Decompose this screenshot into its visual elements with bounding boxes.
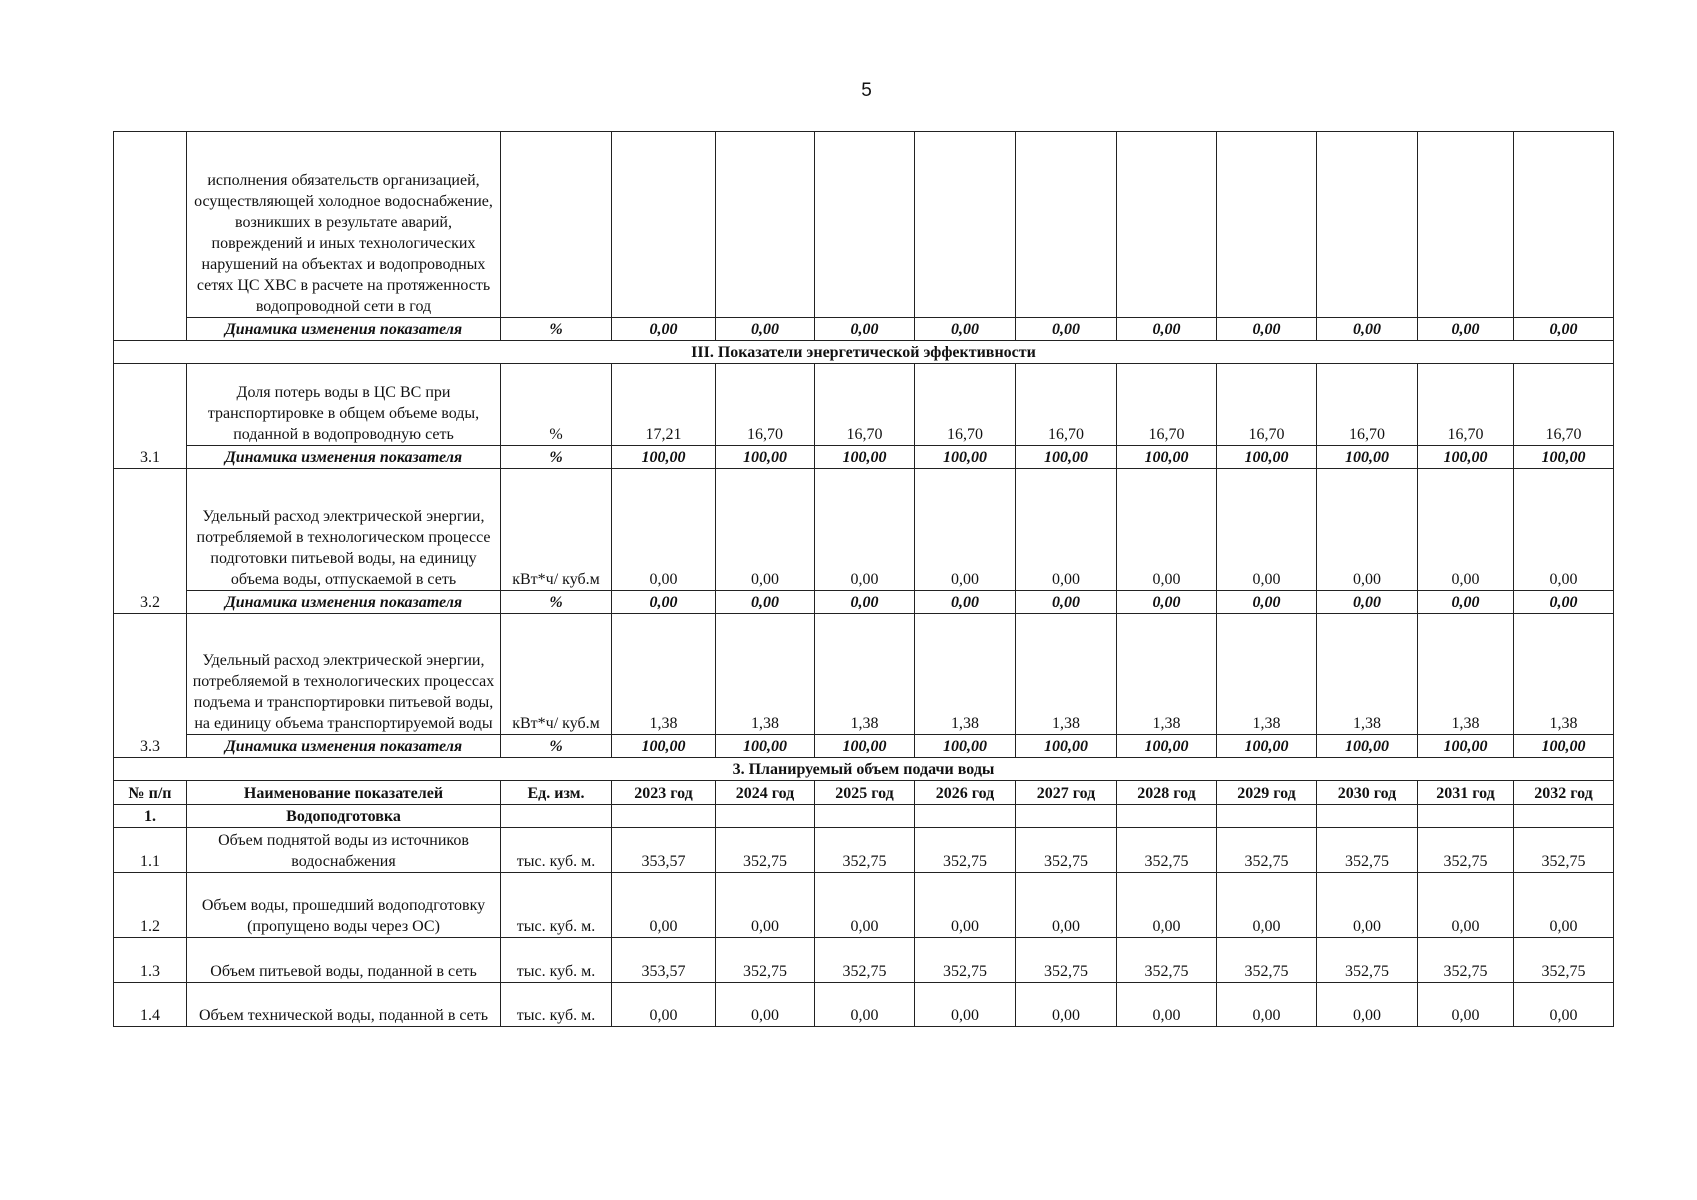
header-name: Наименование показателей — [187, 781, 501, 804]
unit: тыс. куб. м. — [501, 982, 612, 1026]
value-cell: 352,75 — [1418, 827, 1514, 872]
value-cell: 16,70 — [716, 363, 815, 445]
value-cell: 1,38 — [1117, 613, 1217, 734]
value-cell: 16,70 — [1016, 363, 1117, 445]
dynamics-value: 100,00 — [1217, 734, 1317, 757]
indicators-table — [113, 131, 1614, 1027]
row-number: 3.2 — [114, 469, 187, 613]
empty-cell — [1418, 132, 1514, 318]
header-year: 2029 год — [1217, 781, 1317, 804]
dynamics-value: 100,00 — [1514, 734, 1614, 757]
value-cell: 352,75 — [1217, 938, 1317, 982]
empty-cell — [815, 132, 915, 318]
header-year: 2025 год — [815, 781, 915, 804]
dynamics-label: Динамика изменения показателя — [187, 446, 501, 469]
value-cell: 352,75 — [1317, 827, 1418, 872]
volume-row — [114, 982, 1614, 1026]
dynamics-value: 100,00 — [1016, 446, 1117, 469]
value-cell: 0,00 — [716, 873, 815, 938]
dynamics-value: 100,00 — [1016, 734, 1117, 757]
value-cell: 352,75 — [1016, 827, 1117, 872]
dynamics-value: 100,00 — [1117, 734, 1217, 757]
unit: кВт*ч/ куб.м — [501, 469, 612, 590]
dynamics-value: 100,00 — [1317, 734, 1418, 757]
indicator-name: Удельный расход электрической энергии, потребляемой в технологическом процессе подготовки питьевой воды, на единицу объема воды, отпускаемой в сеть — [187, 469, 501, 590]
indicator-name: Объем поднятой воды из источников водоснабжения — [187, 827, 501, 872]
header-year: 2027 год — [1016, 781, 1117, 804]
dynamics-value: 0,00 — [1514, 317, 1614, 340]
value-cell: 0,00 — [915, 469, 1016, 590]
value-cell: 353,57 — [612, 827, 716, 872]
row-number: 1.1 — [114, 827, 187, 872]
indicator-row — [114, 469, 1614, 590]
empty-cell — [1016, 804, 1117, 827]
value-cell: 0,00 — [612, 469, 716, 590]
dynamics-value: 0,00 — [1117, 590, 1217, 613]
indicator-name: Объем технической воды, поданной в сеть — [187, 982, 501, 1026]
dynamics-value: 0,00 — [1317, 317, 1418, 340]
dynamics-value: 0,00 — [915, 590, 1016, 613]
dynamics-row — [114, 317, 1614, 340]
unit: тыс. куб. м. — [501, 938, 612, 982]
section-row — [114, 340, 1614, 363]
empty-cell — [612, 132, 716, 318]
dynamics-value: 100,00 — [915, 734, 1016, 757]
value-cell: 352,75 — [915, 938, 1016, 982]
indicator-row — [114, 363, 1614, 445]
volume-row — [114, 873, 1614, 938]
unit: % — [501, 363, 612, 445]
dynamics-value: 0,00 — [1117, 317, 1217, 340]
indicator-name: Объем питьевой воды, поданной в сеть — [187, 938, 501, 982]
header-year: 2032 год — [1514, 781, 1614, 804]
indicator-row — [114, 613, 1614, 734]
dynamics-unit: % — [501, 446, 612, 469]
value-cell: 16,70 — [815, 363, 915, 445]
dynamics-value: 0,00 — [815, 317, 915, 340]
value-cell: 0,00 — [1217, 982, 1317, 1026]
continued-indicator-row — [114, 132, 1614, 318]
row-number: 3.3 — [114, 613, 187, 757]
value-cell: 0,00 — [1217, 469, 1317, 590]
dynamics-value: 100,00 — [716, 734, 815, 757]
dynamics-value: 0,00 — [612, 317, 716, 340]
empty-cell — [501, 132, 612, 318]
value-cell: 0,00 — [1514, 469, 1614, 590]
dynamics-value: 0,00 — [1418, 590, 1514, 613]
header-year: 2026 год — [915, 781, 1016, 804]
unit: тыс. куб. м. — [501, 873, 612, 938]
group-row — [114, 804, 1614, 827]
dynamics-label: Динамика изменения показателя — [187, 590, 501, 613]
section-row — [114, 758, 1614, 781]
value-cell: 0,00 — [915, 982, 1016, 1026]
value-cell: 16,70 — [1418, 363, 1514, 445]
dynamics-value: 100,00 — [1514, 446, 1614, 469]
value-cell: 352,75 — [1514, 827, 1614, 872]
dynamics-value: 100,00 — [716, 446, 815, 469]
unit: кВт*ч/ куб.м — [501, 613, 612, 734]
value-cell: 352,75 — [915, 827, 1016, 872]
value-cell: 352,75 — [815, 827, 915, 872]
value-cell: 1,38 — [915, 613, 1016, 734]
value-cell: 352,75 — [1514, 938, 1614, 982]
value-cell: 0,00 — [1418, 469, 1514, 590]
value-cell: 352,75 — [1317, 938, 1418, 982]
dynamics-value: 100,00 — [1317, 446, 1418, 469]
dynamics-value: 0,00 — [1016, 590, 1117, 613]
header-num: № п/п — [114, 781, 187, 804]
dynamics-value: 100,00 — [815, 734, 915, 757]
value-cell: 0,00 — [1418, 982, 1514, 1026]
value-cell: 16,70 — [1217, 363, 1317, 445]
empty-cell — [915, 804, 1016, 827]
header-year: 2028 год — [1117, 781, 1217, 804]
value-cell: 1,38 — [1016, 613, 1117, 734]
empty-cell — [1117, 804, 1217, 827]
value-cell: 352,75 — [1117, 938, 1217, 982]
dynamics-value: 0,00 — [716, 317, 815, 340]
dynamics-value: 100,00 — [915, 446, 1016, 469]
row-number: 1.4 — [114, 982, 187, 1026]
dynamics-value: 0,00 — [1016, 317, 1117, 340]
dynamics-value: 0,00 — [915, 317, 1016, 340]
indicator-name: Объем воды, прошедший водоподготовку (пропущено воды через ОС) — [187, 873, 501, 938]
page-number: 5 — [861, 80, 872, 101]
empty-cell — [612, 804, 716, 827]
empty-cell — [716, 804, 815, 827]
empty-cell — [815, 804, 915, 827]
value-cell: 352,75 — [1217, 827, 1317, 872]
value-cell: 0,00 — [815, 873, 915, 938]
dynamics-value: 0,00 — [612, 590, 716, 613]
row-number: 1.2 — [114, 873, 187, 938]
dynamics-unit: % — [501, 590, 612, 613]
empty-cell — [1217, 132, 1317, 318]
header-year: 2023 год — [612, 781, 716, 804]
row-number-cell — [114, 132, 187, 341]
value-cell: 0,00 — [1117, 469, 1217, 590]
empty-cell — [716, 132, 815, 318]
value-cell: 352,75 — [716, 938, 815, 982]
dynamics-value: 100,00 — [1418, 446, 1514, 469]
dynamics-unit: % — [501, 734, 612, 757]
dynamics-value: 0,00 — [1317, 590, 1418, 613]
value-cell: 0,00 — [1117, 873, 1217, 938]
empty-cell — [1317, 804, 1418, 827]
value-cell: 0,00 — [1317, 873, 1418, 938]
row-number: 1.3 — [114, 938, 187, 982]
dynamics-row — [114, 734, 1614, 757]
value-cell: 353,57 — [612, 938, 716, 982]
value-cell: 0,00 — [612, 982, 716, 1026]
value-cell: 0,00 — [1016, 873, 1117, 938]
value-cell: 1,38 — [1217, 613, 1317, 734]
dynamics-value: 0,00 — [815, 590, 915, 613]
value-cell: 0,00 — [716, 469, 815, 590]
indicator-name: Удельный расход электрической энергии, потребляемой в технологических процессах подъема и транспортировки питьевой воды, на единицу объема транспортируемой воды — [187, 613, 501, 734]
section-title: 3. Планируемый объем подачи воды — [114, 758, 1614, 781]
dynamics-value: 0,00 — [716, 590, 815, 613]
value-cell: 0,00 — [815, 469, 915, 590]
dynamics-value: 0,00 — [1514, 590, 1614, 613]
header-year: 2024 год — [716, 781, 815, 804]
value-cell: 0,00 — [1418, 873, 1514, 938]
dynamics-label: Динамика изменения показателя — [187, 734, 501, 757]
header-year: 2030 год — [1317, 781, 1418, 804]
empty-cell — [501, 804, 612, 827]
value-cell: 0,00 — [1317, 469, 1418, 590]
value-cell: 0,00 — [1016, 469, 1117, 590]
value-cell: 16,70 — [1514, 363, 1614, 445]
dynamics-label: Динамика изменения показателя — [187, 317, 501, 340]
dynamics-value: 100,00 — [1217, 446, 1317, 469]
indicator-name: исполнения обязательств организацией, осуществляющей холодное водоснабжение, возникших в результате аварий, повреждений и иных технологических нарушений на объектах и водопроводных сетях ЦС ХВС в расчете на протяженность водопроводной сети в год — [187, 132, 501, 318]
value-cell: 16,70 — [1117, 363, 1217, 445]
value-cell: 0,00 — [716, 982, 815, 1026]
group-number: 1. — [114, 804, 187, 827]
dynamics-unit: % — [501, 317, 612, 340]
dynamics-value: 0,00 — [1217, 590, 1317, 613]
empty-cell — [915, 132, 1016, 318]
value-cell: 352,75 — [1418, 938, 1514, 982]
value-cell: 0,00 — [1016, 982, 1117, 1026]
header-row — [114, 781, 1614, 804]
value-cell: 1,38 — [1514, 613, 1614, 734]
empty-cell — [1217, 804, 1317, 827]
value-cell: 17,21 — [612, 363, 716, 445]
dynamics-value: 100,00 — [612, 734, 716, 757]
unit: тыс. куб. м. — [501, 827, 612, 872]
value-cell: 0,00 — [915, 873, 1016, 938]
empty-cell — [1418, 804, 1514, 827]
row-number: 3.1 — [114, 363, 187, 468]
dynamics-value: 100,00 — [1418, 734, 1514, 757]
value-cell: 0,00 — [1514, 873, 1614, 938]
value-cell: 0,00 — [1217, 873, 1317, 938]
dynamics-row — [114, 446, 1614, 469]
value-cell: 16,70 — [915, 363, 1016, 445]
value-cell: 1,38 — [716, 613, 815, 734]
value-cell: 0,00 — [815, 982, 915, 1026]
dynamics-value: 100,00 — [1117, 446, 1217, 469]
value-cell: 352,75 — [716, 827, 815, 872]
dynamics-row — [114, 590, 1614, 613]
value-cell: 1,38 — [815, 613, 915, 734]
header-year: 2031 год — [1418, 781, 1514, 804]
value-cell: 0,00 — [612, 873, 716, 938]
value-cell: 16,70 — [1317, 363, 1418, 445]
value-cell: 0,00 — [1514, 982, 1614, 1026]
dynamics-value: 0,00 — [1217, 317, 1317, 340]
value-cell: 0,00 — [1117, 982, 1217, 1026]
indicator-name: Доля потерь воды в ЦС ВС при транспортировке в общем объеме воды, поданной в водопроводную сеть — [187, 363, 501, 445]
value-cell: 352,75 — [815, 938, 915, 982]
empty-cell — [1117, 132, 1217, 318]
value-cell: 1,38 — [612, 613, 716, 734]
volume-row — [114, 938, 1614, 982]
volume-row — [114, 827, 1614, 872]
dynamics-value: 100,00 — [612, 446, 716, 469]
empty-cell — [1317, 132, 1418, 318]
section-title: III. Показатели энергетической эффективности — [114, 340, 1614, 363]
empty-cell — [1016, 132, 1117, 318]
dynamics-value: 100,00 — [815, 446, 915, 469]
value-cell: 352,75 — [1016, 938, 1117, 982]
value-cell: 0,00 — [1317, 982, 1418, 1026]
empty-cell — [1514, 132, 1614, 318]
dynamics-value: 0,00 — [1418, 317, 1514, 340]
empty-cell — [1514, 804, 1614, 827]
header-unit: Ед. изм. — [501, 781, 612, 804]
value-cell: 1,38 — [1418, 613, 1514, 734]
group-name: Водоподготовка — [187, 804, 501, 827]
value-cell: 1,38 — [1317, 613, 1418, 734]
value-cell: 352,75 — [1117, 827, 1217, 872]
